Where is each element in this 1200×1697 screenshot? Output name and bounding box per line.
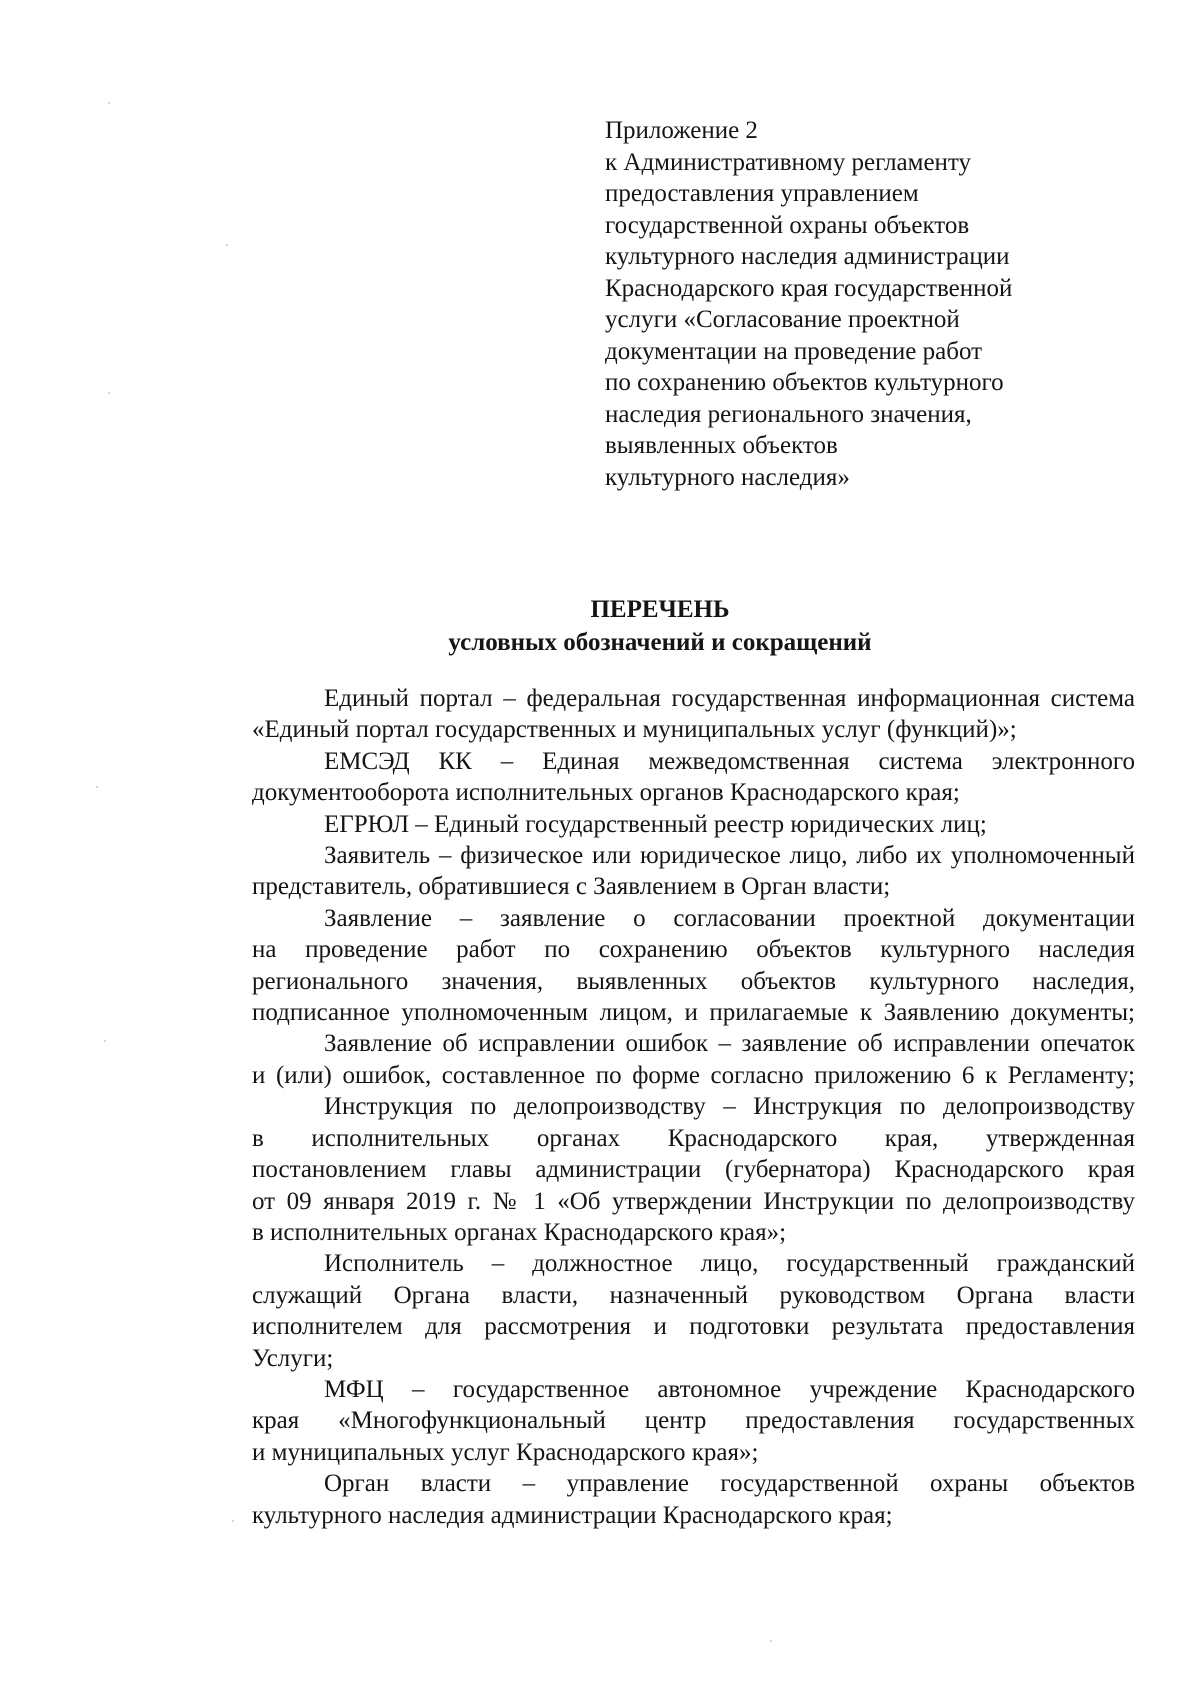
definition-paragraph xyxy=(180,809,1135,840)
text-line: Заявление об исправлении ошибок – заявление об исправлении опечаток xyxy=(324,1030,1135,1058)
text-line: документооборота исполнительных органов Краснодарского края; xyxy=(252,779,960,807)
text-line: подписанное уполномоченным лицом, и прилагаемые к Заявлению документы; xyxy=(252,999,1135,1027)
definition-paragraph xyxy=(180,840,1135,903)
annex-header xyxy=(605,115,1125,493)
text-line: в исполнительных органах Краснодарского края, утвержденная xyxy=(252,1124,1135,1152)
scan-speck xyxy=(770,1640,772,1642)
definition-paragraph xyxy=(180,1374,1135,1468)
document-title: ПЕРЕЧЕНЬ xyxy=(590,596,730,623)
definition-paragraph xyxy=(180,1091,1135,1248)
definition-paragraph xyxy=(180,746,1135,809)
text-line: и муниципальных услуг Краснодарского края»; xyxy=(252,1438,759,1466)
definition-paragraph xyxy=(180,1468,1135,1531)
annex-line: Приложение 2 xyxy=(605,117,758,144)
text-line: постановлением главы администрации (губернатора) Краснодарского края xyxy=(252,1156,1135,1184)
text-line: края «Многофункциональный центр предоставления государственных xyxy=(252,1407,1135,1435)
scan-speck xyxy=(108,392,110,394)
scan-speck xyxy=(96,786,98,788)
document-subtitle: условных обозначений и сокращений xyxy=(448,629,872,656)
text-line: на проведение работ по сохранению объектов культурного наследия xyxy=(252,936,1135,964)
text-line: представитель, обратившиеся с Заявлением в Орган власти; xyxy=(252,873,891,901)
text-line: Заявитель – физическое или юридическое лицо, либо их уполномоченный xyxy=(324,842,1135,870)
text-line: в исполнительных органах Краснодарского края»; xyxy=(252,1218,787,1246)
text-line: Единый портал – федеральная государственная информационная система xyxy=(324,685,1135,712)
annex-line: документации на проведение работ xyxy=(605,337,983,365)
annex-line: к Административному регламенту xyxy=(605,148,972,176)
text-line: Орган власти – управление государственной охраны объектов xyxy=(324,1470,1135,1498)
scan-speck xyxy=(104,1040,106,1042)
definition-paragraph xyxy=(180,1028,1135,1091)
annex-line: по сохранению объектов культурного xyxy=(605,369,1004,396)
definition-paragraph xyxy=(180,1248,1135,1374)
scan-speck xyxy=(108,102,110,104)
text-line: Исполнитель – должностное лицо, государственный гражданский xyxy=(324,1250,1135,1278)
annex-line: предоставления управлением xyxy=(605,180,919,207)
annex-line: выявленных объектов xyxy=(605,432,838,459)
annex-line: Краснодарского края государственной xyxy=(605,274,1013,302)
text-line: культурного наследия администрации Краснодарского края; xyxy=(252,1501,893,1529)
text-line: МФЦ – государственное автономное учреждение Краснодарского xyxy=(324,1375,1135,1403)
definition-paragraph xyxy=(180,683,1135,746)
text-line: «Единый портал государственных и муниципальных услуг (функций)»; xyxy=(252,716,1017,744)
annex-line: культурного наследия» xyxy=(605,463,850,491)
annex-line: услуги «Согласование проектной xyxy=(605,306,960,333)
text-line: Инструкция по делопроизводству – Инструкция по делопроизводству xyxy=(324,1093,1135,1121)
text-line: и (или) ошибок, составленное по форме согласно приложению 6 к Регламенту; xyxy=(252,1061,1135,1089)
text-line: ЕГРЮЛ – Единый государственный реестр юридических лиц; xyxy=(324,810,987,838)
text-line: исполнителем для рассмотрения и подготовки результата предоставления xyxy=(252,1313,1135,1341)
text-line: Заявление – заявление о согласовании проектной документации xyxy=(324,904,1135,932)
definition-paragraph xyxy=(180,903,1135,1029)
scan-speck xyxy=(226,244,228,246)
annex-line: государственной охраны объектов xyxy=(605,211,970,239)
annex-line: культурного наследия администрации xyxy=(605,243,1010,270)
annex-line: наследия регионального значения, xyxy=(605,400,972,428)
definitions-list xyxy=(180,683,1135,1531)
text-line: от 09 января 2019 г. № 1 «Об утверждении Инструкции по делопроизводству xyxy=(252,1187,1135,1215)
text-line: регионального значения, выявленных объектов культурного наследия, xyxy=(252,967,1135,995)
text-line: служащий Органа власти, назначенный руководством Органа власти xyxy=(252,1281,1135,1309)
text-line: Услуги; xyxy=(252,1344,334,1372)
text-line: ЕМСЭД КК – Единая межведомственная система электронного xyxy=(324,747,1135,775)
